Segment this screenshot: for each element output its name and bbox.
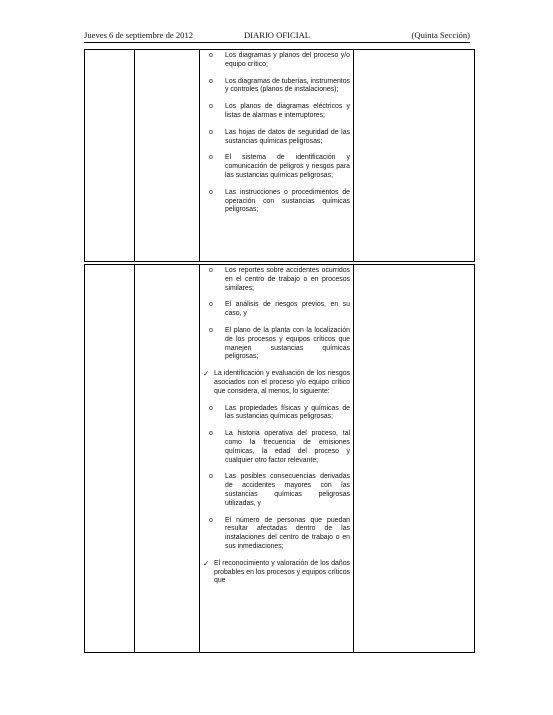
list-item-text: Los diagramas y planos del proceso y/o equipo crítico; [225,52,350,68]
list-item [203,129,350,147]
table-row [85,265,475,653]
requirements-table-top [84,49,475,262]
list-item [203,473,350,508]
table-cell-4 [354,50,475,262]
list-item-text: La historia operativa del proceso, tal como la frecuencia de emisiones químicas, la edad del proceso y cualquier otro factor relevante; [225,430,350,464]
bullet-marker: o [209,267,213,274]
list-item [203,430,350,465]
list-item [203,52,350,70]
header-section: (Quinta Sección) [411,30,470,40]
table-cell-1 [85,265,135,653]
bullet-marker: o [209,301,213,309]
list-item [203,267,350,293]
header-rule [84,42,470,43]
list-item-text: La identificación y evaluación de los riesgos asociados con el proceso y/o equipo crítico que considera, al menos, lo siguiente: [214,370,350,395]
bullet-marker: o [209,128,213,136]
list-item-text: Los planos de diagramas eléctricos y listas de alarmas e interruptores; [225,103,350,119]
table-cell-3 [200,50,354,262]
list-column [200,265,353,586]
header-publication: DIARIO OFICIAL [243,30,311,40]
list-item [203,154,350,180]
header-date: Jueves 6 de septiembre de 2012 [84,30,194,40]
bullet-marker: o [209,404,213,412]
list-item [203,301,350,319]
list-item-text: Las propiedades físicas y químicas de las sustancias químicas peligrosas; [225,404,350,421]
list-item-text: Los diagramas de tuberías, instrumentos y controles (planos de instalaciones); [225,77,350,94]
list-item [203,517,350,552]
list-item-text: El número de personas que puedan resultar afectadas dentro de las instalaciones del centro de trabajo o en sus inmediaciones; [225,516,350,550]
list-item [203,405,350,423]
checkmark-icon: ✓ [203,369,210,379]
bullet-marker: o [209,516,213,524]
table-cell-2 [135,50,200,262]
bullet-marker: o [209,473,213,481]
checklist-item [203,560,350,586]
list-column [200,50,353,215]
requirements-table-bottom [84,264,475,653]
list-item-text: El plano de la planta con la localización de los procesos y equipos críticos que manejen sustancias químicas peligrosas; [225,326,350,361]
bullet-marker: o [209,430,213,438]
checklist-item [203,370,350,396]
list-item-text: El sistema de identificación y comunicación de peligros y riesgos para las sustancias químicas peligrosas; [225,154,350,179]
bullet-marker: o [209,326,213,334]
list-item-text: Los reportes sobre accidentes ocurridos en el centro de trabajo o en procesos similares; [225,267,350,292]
table-cell-3 [200,265,354,653]
list-item-text: El reconocimiento y valoración de los daños probables en los procesos y equipos críticos que [214,559,350,585]
table-cell-1 [85,50,135,262]
list-item-text: Las posibles consecuencias derivadas de accidentes mayores con las sustancias químicas peligrosas utilizadas, y [225,473,350,507]
bullet-marker: o [209,188,213,196]
list-item-text: El análisis de riesgos previos, en su caso, y [225,301,350,318]
bullet-marker: o [209,103,213,111]
list-item [203,103,350,121]
bullet-marker: o [209,77,213,85]
list-item-text: Las hojas de datos de seguridad de las sustancias químicas peligrosas; [225,128,350,145]
table-row [85,50,475,262]
bullet-marker: o [209,52,213,59]
bullet-marker: o [209,154,213,162]
list-item [203,78,350,96]
checkmark-icon: ✓ [203,558,210,568]
list-item [203,327,350,362]
list-item [203,189,350,215]
table-cell-2 [135,265,200,653]
list-item-text: Las instrucciones o procedimientos de operación con sustancias químicas peligrosas; [225,188,350,214]
table-cell-4 [354,265,475,653]
